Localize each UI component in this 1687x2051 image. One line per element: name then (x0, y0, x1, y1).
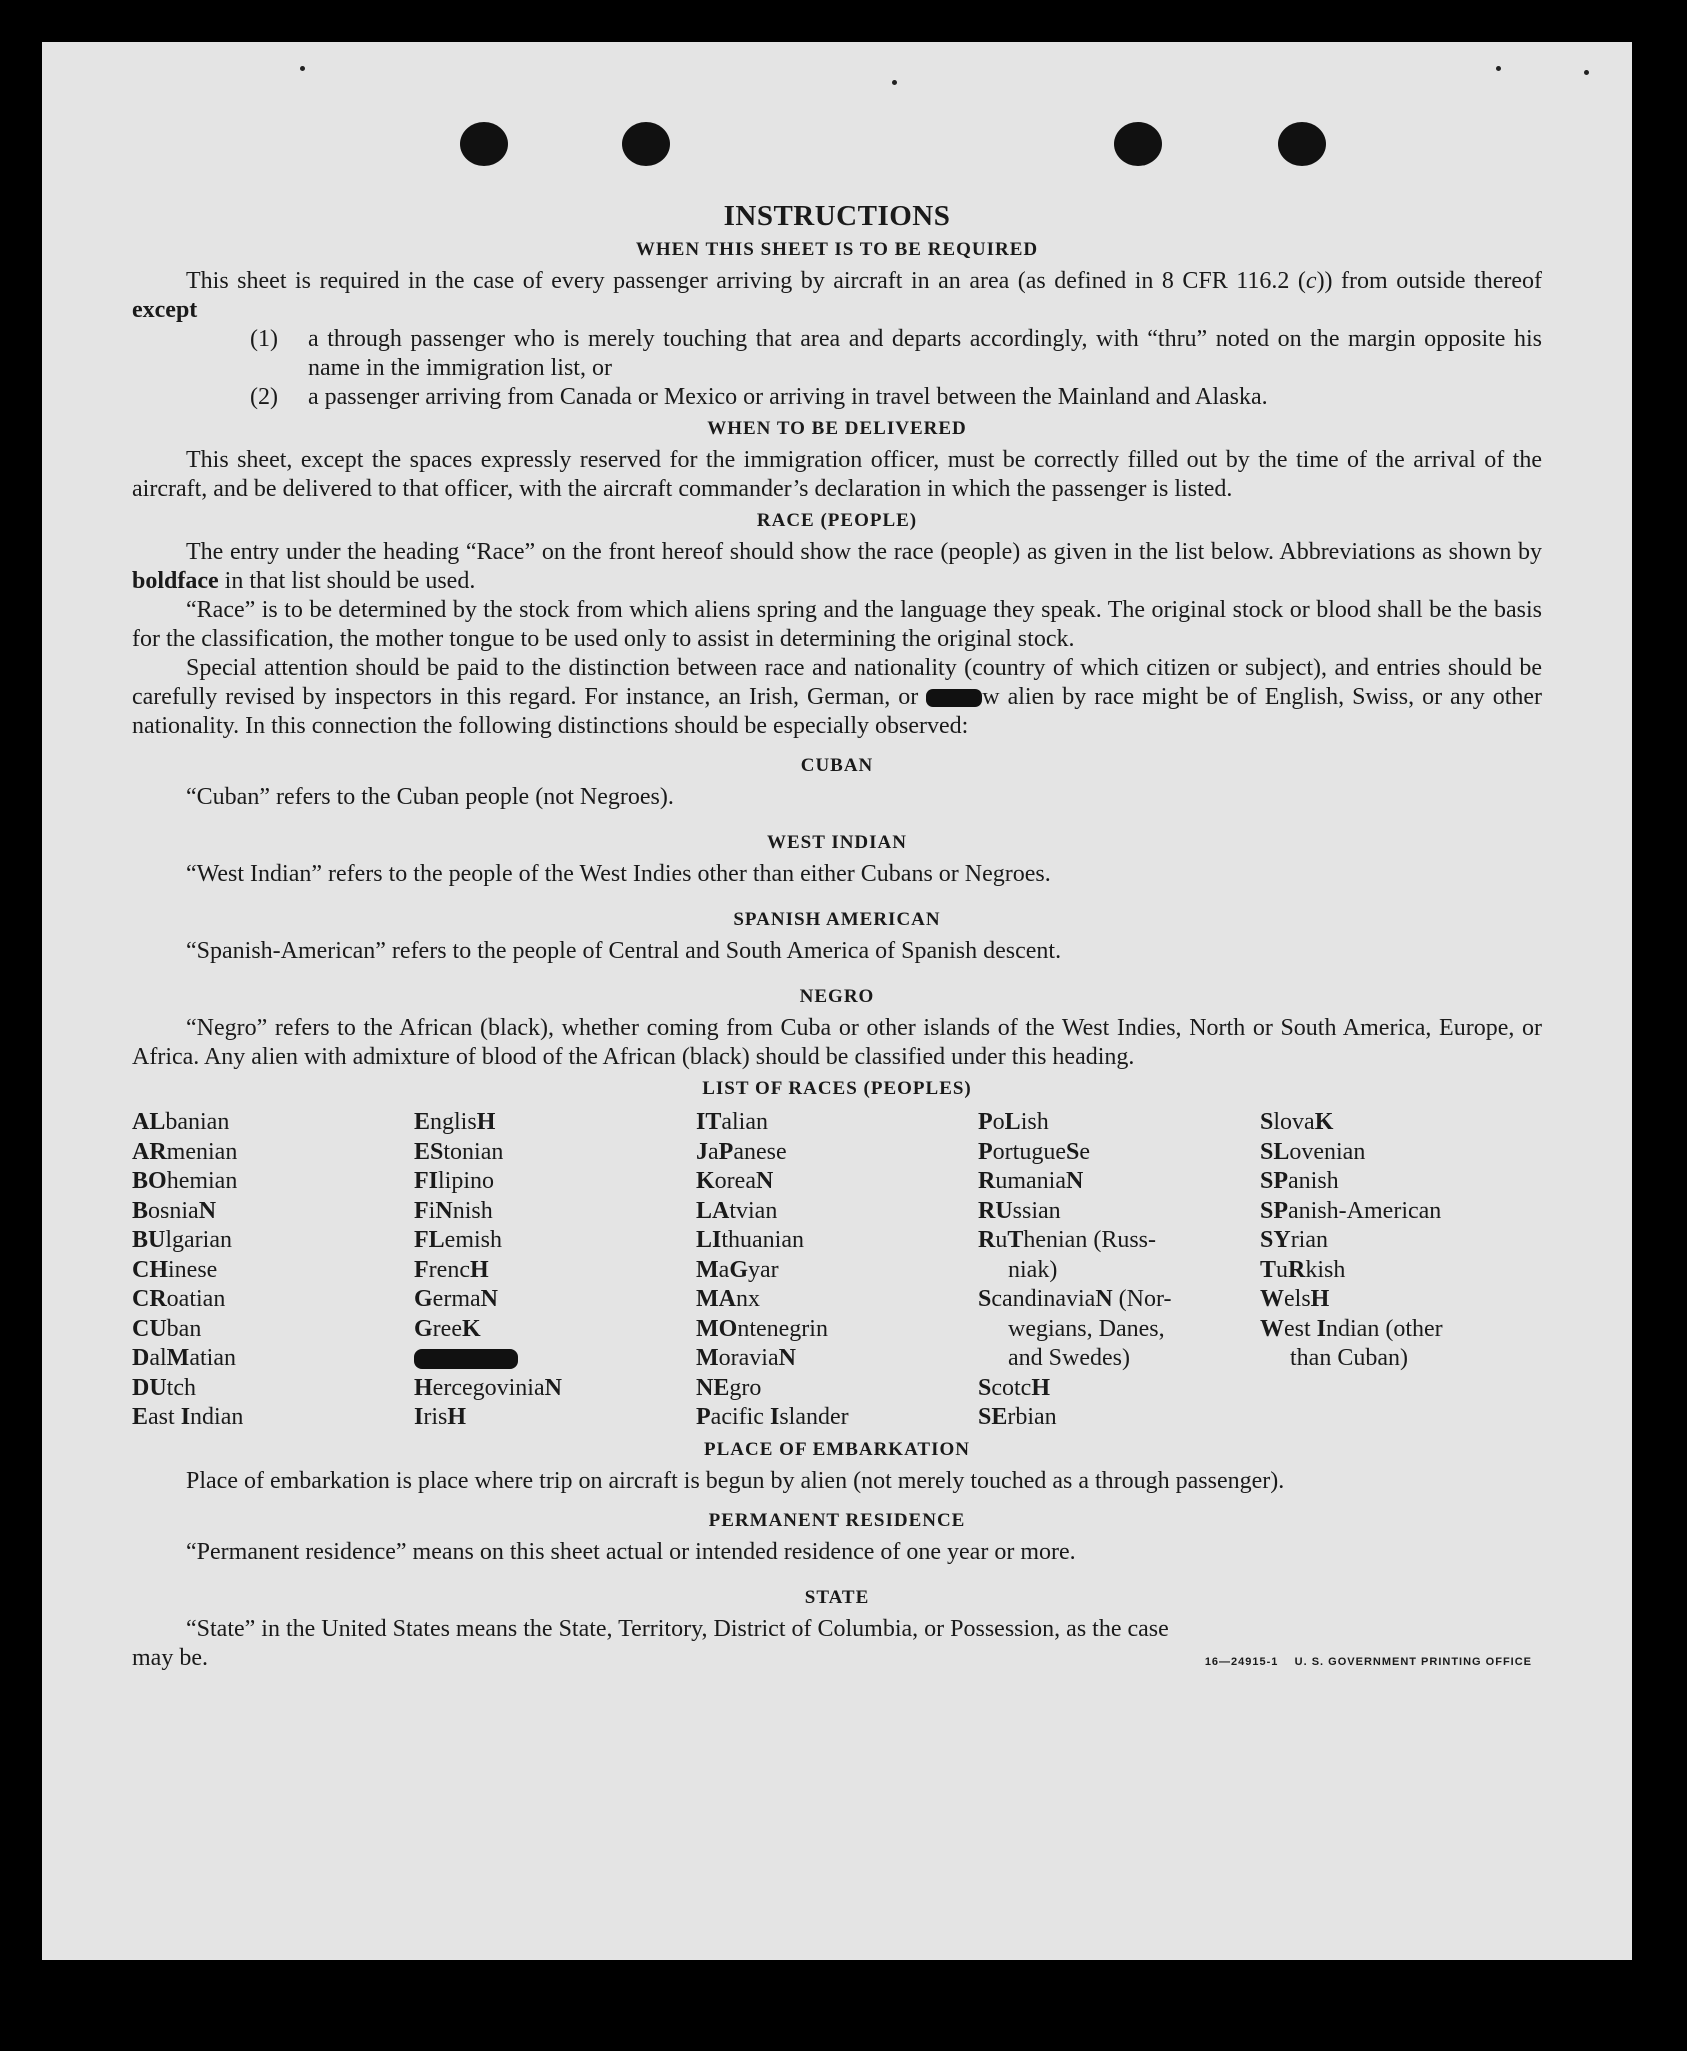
race-entry (414, 1315, 696, 1345)
race-abbreviation: N (435, 1197, 453, 1224)
race-abbreviation: W (1260, 1315, 1284, 1342)
race-abbreviation: LI (696, 1227, 722, 1253)
race-abbreviation: FL (414, 1227, 445, 1253)
race-list (132, 1108, 1542, 1433)
race-text: i (428, 1197, 436, 1224)
race-column (1260, 1108, 1542, 1433)
race-text: lgarian (165, 1227, 232, 1253)
race-entry (132, 1344, 414, 1374)
race-text: emish (444, 1227, 502, 1253)
race-text: oatian (166, 1286, 226, 1312)
paper-speck (1496, 66, 1501, 71)
state-text-end: may be. (132, 1644, 208, 1671)
embarkation-text: Place of embarkation is place where trip on aircraft is begun by alien (not merely touched as a through passenger). (186, 1467, 1285, 1494)
race-abbreviation: M (696, 1256, 719, 1283)
race-abbreviation: N (1065, 1168, 1084, 1194)
race-text: renc (428, 1256, 470, 1283)
race-entry (414, 1138, 696, 1168)
punch-hole (1278, 122, 1326, 166)
race-text: rbian (1007, 1404, 1057, 1430)
race-text: orea (714, 1168, 756, 1194)
race-entry (696, 1138, 978, 1168)
race-abbreviation: ES (414, 1138, 444, 1165)
race-text: oravia (718, 1345, 779, 1371)
race-text: tvian (729, 1197, 778, 1224)
race-abbreviation: H (1031, 1374, 1051, 1401)
race-abbreviation: S (1065, 1138, 1080, 1165)
residence-text: “Permanent residence” means on this sheet actual or intended residence of one year or more. (186, 1538, 1076, 1565)
race-entry (696, 1108, 978, 1138)
race-text: anish (1288, 1168, 1339, 1194)
race-text: est (1284, 1315, 1317, 1342)
race-text: ssian (1012, 1197, 1061, 1224)
state-text: “State” in the United States means the State, Territory, District of Columbia, or Possession, as the case (186, 1615, 1169, 1642)
race-abbreviation: R (978, 1227, 996, 1253)
race-abbreviation: S (1260, 1109, 1274, 1135)
race-abbreviation: H (1310, 1286, 1330, 1312)
race-text: anese (733, 1138, 787, 1165)
race-abbreviation: P (978, 1109, 993, 1135)
race-text: ortugue (992, 1138, 1066, 1165)
race-text: inese (168, 1256, 218, 1283)
race-entry (414, 1403, 696, 1433)
race-entry (132, 1167, 414, 1197)
race-entry (978, 1167, 1260, 1197)
document-page (42, 42, 1632, 1960)
section-heading-west-indian: WEST INDIAN (767, 832, 907, 853)
race-abbreviation: CU (132, 1315, 167, 1342)
redaction-mark (414, 1349, 518, 1369)
race-abbreviation: J (696, 1138, 708, 1165)
section-heading-delivered: WHEN TO BE DELIVERED (707, 418, 967, 439)
race-text: henian (Russ- (1023, 1227, 1157, 1253)
race-paragraph-2: “Race” is to be determined by the stock from which aliens spring and the language they speak. The original stock or blood shall be the basis for the classification, the mother tongue to be used only to assist in determining the original stock. (132, 597, 1542, 652)
race-text: ban (166, 1315, 202, 1342)
race-abbreviation: CR (132, 1286, 167, 1312)
race-text: anish-American (1288, 1197, 1442, 1224)
race-text: (Nor- (1112, 1286, 1172, 1312)
race-abbreviation: F (414, 1197, 429, 1224)
race-entry (132, 1403, 414, 1433)
required-intro-except: except (132, 297, 198, 323)
race-text: umania (995, 1168, 1066, 1194)
exception-text: a passenger arriving from Canada or Mexico or arriving in travel between the Mainland and Alaska. (308, 384, 1268, 410)
section-heading-required: WHEN THIS SHEET IS TO BE REQUIRED (635, 239, 1039, 260)
race-entry (978, 1197, 1260, 1227)
race-text: yar (747, 1256, 779, 1283)
race-entry (978, 1403, 1260, 1433)
section-heading-negro: NEGRO (799, 986, 875, 1007)
race-entry (414, 1197, 696, 1227)
race-entry (132, 1374, 414, 1404)
race-text: ish (1020, 1109, 1049, 1135)
section-heading-cuban: CUBAN (800, 755, 874, 776)
race-p3-text: Special attention should be paid to the distinction between race and nationality (country of which citizen or subject), and entries should be carefully revised by inspectors in this regard. For instance, an Irish, German, or (132, 655, 1542, 710)
race-text: ercegovinia (432, 1374, 545, 1401)
race-abbreviation: D (132, 1345, 150, 1371)
race-abbreviation: E (132, 1404, 149, 1430)
race-abbreviation: LA (696, 1197, 730, 1224)
race-abbreviation: K (1314, 1109, 1334, 1135)
race-abbreviation: AR (132, 1138, 167, 1165)
race-abbreviation: I (769, 1404, 780, 1430)
race-text: gro (729, 1374, 762, 1401)
race-abbreviation: RU (978, 1197, 1013, 1224)
race-text: al (149, 1345, 167, 1371)
race-abbreviation: SL (1260, 1138, 1290, 1165)
race-abbreviation: P (978, 1138, 993, 1165)
race-entry (1260, 1167, 1542, 1197)
exception-item-1 (132, 325, 1542, 383)
race-entry (1260, 1108, 1542, 1138)
race-text: nish (452, 1197, 493, 1224)
race-text: ndian (190, 1404, 244, 1430)
printer-name: U. S. GOVERNMENT PRINTING OFFICE (1294, 1655, 1532, 1668)
paper-speck (892, 80, 897, 85)
race-paragraph-3 (132, 654, 1542, 741)
race-text: alian (721, 1109, 768, 1135)
race-entry (132, 1285, 414, 1315)
race-abbreviation: AL (132, 1109, 166, 1135)
race-entry (414, 1285, 696, 1315)
race-p1-text-2: in that list should be used. (218, 568, 476, 594)
race-entry (978, 1285, 1260, 1315)
race-abbreviation: L (1004, 1109, 1021, 1135)
race-abbreviation: SP (1260, 1168, 1289, 1194)
race-abbreviation: R (1288, 1256, 1306, 1283)
section-heading-spanish-american: SPANISH AMERICAN (733, 909, 941, 930)
page-title: INSTRUCTIONS (723, 200, 951, 232)
race-entry (414, 1344, 696, 1374)
race-abbreviation: I (180, 1404, 191, 1430)
instructions-content (132, 200, 1542, 1673)
race-entry (414, 1374, 696, 1404)
negro-text: “Negro” refers to the African (black), whether coming from Cuba or other islands of the West Indies, North or South America, Europe, or Africa. Any alien with admixture of blood of the African (black) should be classified under this heading. (132, 1015, 1542, 1070)
race-abbreviation: FI (414, 1168, 438, 1194)
race-abbreviation: T (1260, 1256, 1277, 1283)
section-heading-residence: PERMANENT RESIDENCE (708, 1509, 966, 1531)
paper-speck (300, 66, 305, 71)
race-abbreviation: N (480, 1286, 498, 1312)
race-abbreviation: SE (978, 1404, 1008, 1430)
race-entry (978, 1108, 1260, 1138)
race-abbreviation: SY (1260, 1227, 1291, 1253)
race-text: slander (779, 1404, 849, 1430)
race-entry (978, 1374, 1260, 1404)
section-heading-list-of-races: LIST OF RACES (PEOPLES) (702, 1078, 972, 1099)
race-text: cotc (991, 1374, 1032, 1401)
race-abbreviation: G (414, 1315, 433, 1342)
required-intro (132, 267, 1542, 325)
race-entry (696, 1403, 978, 1433)
race-abbreviation: N (778, 1345, 796, 1371)
race-p1-text: The entry under the heading “Race” on the front hereof should show the race (people) as given in the list below. Abbreviations as shown by (186, 539, 1542, 565)
race-p3-text-2: w alien by race might be of English, Swiss, or any other nationality. In this connection the following distinctions should be especially observed: (132, 684, 1543, 739)
race-text: ovenian (1289, 1138, 1366, 1165)
race-entry (978, 1344, 1260, 1374)
race-column (978, 1108, 1260, 1433)
race-abbreviation: N (198, 1197, 217, 1224)
race-text: banian (165, 1109, 230, 1135)
race-text: u (995, 1227, 1008, 1253)
race-abbreviation: R (978, 1168, 996, 1194)
race-abbreviation: I (1316, 1315, 1327, 1342)
race-abbreviation: N (1095, 1286, 1113, 1312)
race-abbreviation: I (414, 1404, 424, 1430)
race-text: rian (1290, 1227, 1328, 1253)
state-last-line (132, 1644, 1542, 1673)
race-abbreviation: G (729, 1256, 748, 1283)
print-code (1205, 1656, 1532, 1668)
race-entry (132, 1197, 414, 1227)
race-abbreviation: E (414, 1109, 431, 1135)
punch-hole (460, 122, 508, 166)
race-text: candinavia (991, 1286, 1096, 1312)
race-abbreviation: M (166, 1345, 190, 1371)
race-abbreviation: K (461, 1315, 481, 1342)
exception-text: a through passenger who is merely touching that area and departs accordingly, with “thru” noted on the margin opposite his name in the immigration list, or (308, 326, 1542, 381)
race-abbreviation: B (132, 1197, 149, 1224)
race-text: nx (735, 1286, 760, 1312)
race-text: menian (166, 1138, 238, 1165)
race-text: osnia (148, 1197, 199, 1224)
exception-item-2 (132, 383, 1542, 412)
section-heading-race: RACE (PEOPLE) (756, 510, 918, 531)
redaction-mark (926, 689, 982, 707)
race-abbreviation: W (1260, 1286, 1284, 1312)
race-abbreviation: P (696, 1404, 711, 1430)
race-text: u (1276, 1256, 1289, 1283)
race-entry (1260, 1197, 1542, 1227)
race-abbreviation: H (476, 1109, 496, 1135)
race-text: ndian (other (1326, 1315, 1443, 1342)
paper-speck (1584, 70, 1589, 75)
race-abbreviation: F (414, 1256, 429, 1283)
race-text: els (1284, 1286, 1311, 1312)
race-text: a (708, 1138, 719, 1165)
race-entry (1260, 1285, 1542, 1315)
required-intro-text: This sheet is required in the case of every passenger arriving by aircraft in an area (as defined in 8 CFR 116.2 ( (186, 268, 1306, 294)
race-abbreviation: MA (696, 1286, 736, 1312)
race-text: than Cuban) (1290, 1345, 1408, 1371)
race-text: and Swedes) (1008, 1345, 1130, 1371)
exception-number: (1) (250, 326, 278, 352)
race-abbreviation: IT (696, 1109, 722, 1135)
race-text: atian (189, 1345, 236, 1371)
delivered-text: This sheet, except the spaces expressly reserved for the immigration officer, must be correctly filled out by the time of the arrival of the aircraft, and be delivered to that officer, with the aircraft commander’s declaration in which the passenger is listed. (132, 447, 1542, 502)
race-abbreviation: DU (132, 1374, 167, 1401)
race-text: nglis (430, 1109, 477, 1135)
section-heading-state: STATE (804, 1586, 870, 1608)
race-entry (978, 1256, 1260, 1286)
punch-hole (622, 122, 670, 166)
race-abbreviation: S (978, 1374, 992, 1401)
race-entry (696, 1226, 978, 1256)
race-text: tonian (443, 1138, 504, 1165)
race-text: ntenegrin (737, 1315, 828, 1342)
race-abbreviation: K (696, 1168, 715, 1194)
race-entry (414, 1256, 696, 1286)
race-text: niak) (1008, 1256, 1058, 1283)
race-entry (132, 1138, 414, 1168)
form-number: 16—24915‑1 (1204, 1655, 1279, 1668)
race-abbreviation: M (696, 1345, 719, 1371)
race-text: erma (432, 1286, 481, 1312)
race-abbreviation: H (414, 1374, 433, 1401)
race-entry (978, 1138, 1260, 1168)
race-entry (414, 1226, 696, 1256)
race-paragraph-1 (132, 538, 1542, 596)
required-intro-text-2: )) from outside thereof (1316, 268, 1543, 294)
race-abbreviation: SP (1260, 1197, 1289, 1224)
race-text: tch (166, 1374, 196, 1401)
race-entry (132, 1256, 414, 1286)
race-abbreviation: H (447, 1404, 467, 1430)
race-entry (696, 1285, 978, 1315)
race-abbreviation: N (755, 1168, 774, 1194)
race-text: ris (423, 1404, 448, 1430)
race-abbreviation: G (414, 1286, 433, 1312)
race-entry (1260, 1256, 1542, 1286)
race-p1-boldface: boldface (132, 568, 219, 594)
race-abbreviation: P (718, 1138, 734, 1165)
race-entry (132, 1226, 414, 1256)
cuban-text: “Cuban” refers to the Cuban people (not Negroes). (186, 784, 674, 810)
exception-number: (2) (250, 384, 278, 410)
race-entry (1260, 1315, 1542, 1345)
race-abbreviation: MO (696, 1315, 738, 1342)
race-entry (696, 1197, 978, 1227)
race-abbreviation: T (1007, 1227, 1024, 1253)
race-entry (414, 1108, 696, 1138)
race-abbreviation: BU (132, 1227, 166, 1253)
race-entry (132, 1315, 414, 1345)
race-abbreviation: CH (132, 1256, 168, 1283)
race-entry (696, 1256, 978, 1286)
west-indian-text: “West Indian” refers to the people of the West Indies other than either Cubans or Negroes. (186, 861, 1051, 887)
spanish-american-text: “Spanish-American” refers to the people of Central and South America of Spanish descent. (186, 938, 1062, 964)
race-column (696, 1108, 978, 1433)
punch-hole (1114, 122, 1162, 166)
race-text: thuanian (721, 1227, 804, 1253)
race-abbreviation: S (978, 1286, 992, 1312)
section-heading-embarkation: PLACE OF EMBARKATION (704, 1438, 970, 1460)
race-abbreviation: H (469, 1256, 489, 1283)
race-entry (696, 1344, 978, 1374)
race-column (132, 1108, 414, 1433)
race-abbreviation: N (544, 1374, 562, 1401)
race-entry (696, 1167, 978, 1197)
race-abbreviation: BO (132, 1168, 167, 1194)
race-entry (978, 1226, 1260, 1256)
race-text: a (718, 1256, 730, 1283)
race-entry (1260, 1344, 1542, 1374)
race-text: lova (1273, 1109, 1315, 1135)
required-intro-paragraph-letter: c (1305, 268, 1317, 294)
race-abbreviation: NE (696, 1374, 730, 1401)
race-text: acific (710, 1404, 770, 1430)
race-entry (696, 1315, 978, 1345)
race-entry (132, 1108, 414, 1138)
race-entry (414, 1167, 696, 1197)
race-entry (1260, 1226, 1542, 1256)
race-entry (1260, 1138, 1542, 1168)
race-text: wegians, Danes, (1008, 1315, 1165, 1342)
race-entry (978, 1315, 1260, 1345)
race-text: ast (148, 1404, 181, 1430)
race-text: o (992, 1109, 1005, 1135)
race-text: ree (432, 1315, 462, 1342)
race-text: hemian (166, 1168, 238, 1194)
race-text: lipino (438, 1168, 495, 1194)
race-entry (696, 1374, 978, 1404)
race-text: kish (1305, 1256, 1346, 1283)
race-column (414, 1108, 696, 1433)
race-text: e (1079, 1138, 1090, 1165)
